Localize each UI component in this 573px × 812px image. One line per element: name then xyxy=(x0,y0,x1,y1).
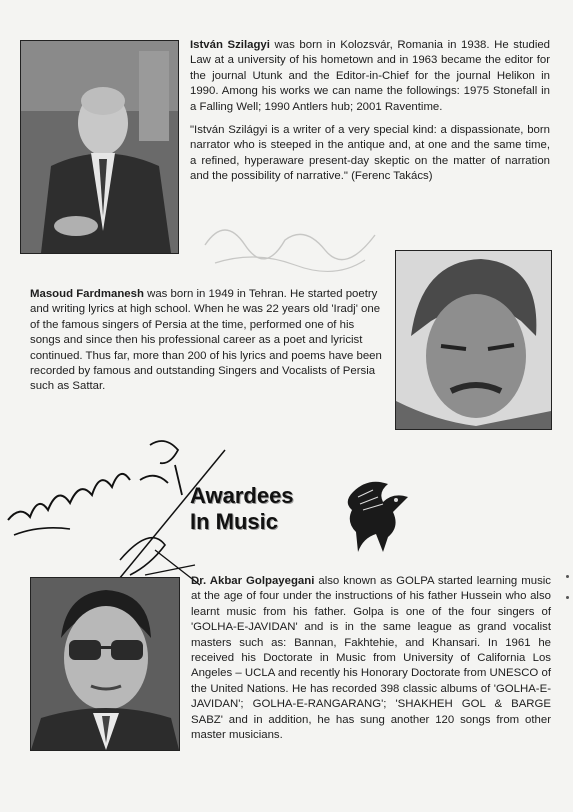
portrait-photo-fardmanesh xyxy=(395,250,552,430)
bio-fardmanesh-text: was born in 1949 in Tehran. He started poetry and writing lyrics at high school. When he was 22 years old 'Iradj' one of the famous singers of Persia at the time, performed one of his songs and since then his professional career as a poet and lyricist continued. Thus far, more than 200 of his lyrics and poems have been recorded by famous and outstanding Singers and Vocalists of Persia such as Sattar. xyxy=(30,288,382,393)
heading-line-1: Awardees xyxy=(190,483,294,508)
bio-szilagyi xyxy=(190,38,550,193)
section-heading-awardees xyxy=(190,483,294,535)
name-szilagyi: István Szilagyi xyxy=(190,39,270,51)
scan-speck xyxy=(566,596,569,599)
bio-golpayegani-text: also known as GOLPA started learning music at the age of four under the instructions of his father Hussein who also learnt music from his father. Golpa is one of the four singers of 'GOLHA-E-JAVIDAN' and is in the same league as grand vocalist masters such as: Bannan, Fakhtehie, and Khansari. In 1961 he received his Doctorate in Music from University of California Los Angeles – UCLA and recently his Honorary Doctorate from UNESCO of the United Nations. He has recorded 398 classic albums of 'GOLHA-E-JAVIDAN'; GOLHA-E-RANGARANG'; 'SHAKHEH GOL & BARGE SABZ' and in addition, he has sung another 120 songs from other master musicians. xyxy=(191,575,551,742)
bio-golpayegani xyxy=(191,574,551,743)
portrait-photo-golpayegani xyxy=(30,577,180,751)
griffin-emblem-icon xyxy=(338,472,418,557)
name-fardmanesh: Masoud Fardmanesh xyxy=(30,288,144,300)
scan-speck xyxy=(566,575,569,578)
name-golpayegani: Dr. Akbar Golpayegani xyxy=(191,575,315,587)
bio-szilagyi-text: was born in Kolozsvár, Romania in 1938. He studied Law at a university of his hometown and in 1963 became the editor for the journal Utunk and the Editor-in-Chief for the journal Helikon in 1990. Among his works we can name the followings: 1975 Stonefall in a Falling Well; 1990 Antlers hub; 2001 Raventime. xyxy=(190,39,551,113)
signature-watermark xyxy=(195,205,395,275)
bio-fardmanesh xyxy=(30,287,387,395)
bio-szilagyi-paragraph xyxy=(190,38,550,115)
heading-line-2: In Music xyxy=(190,509,279,534)
quote-takacs: "István Szilágyi is a writer of a very special kind: a dispassionate, born narrator who is steeped in the antique and, at one and the same time, a refined, hyperaware present-day skeptic on the matter of narration and the possibility of narrative." (Ferenc Takács) xyxy=(190,124,550,183)
portrait-photo-szilagyi xyxy=(20,40,179,254)
